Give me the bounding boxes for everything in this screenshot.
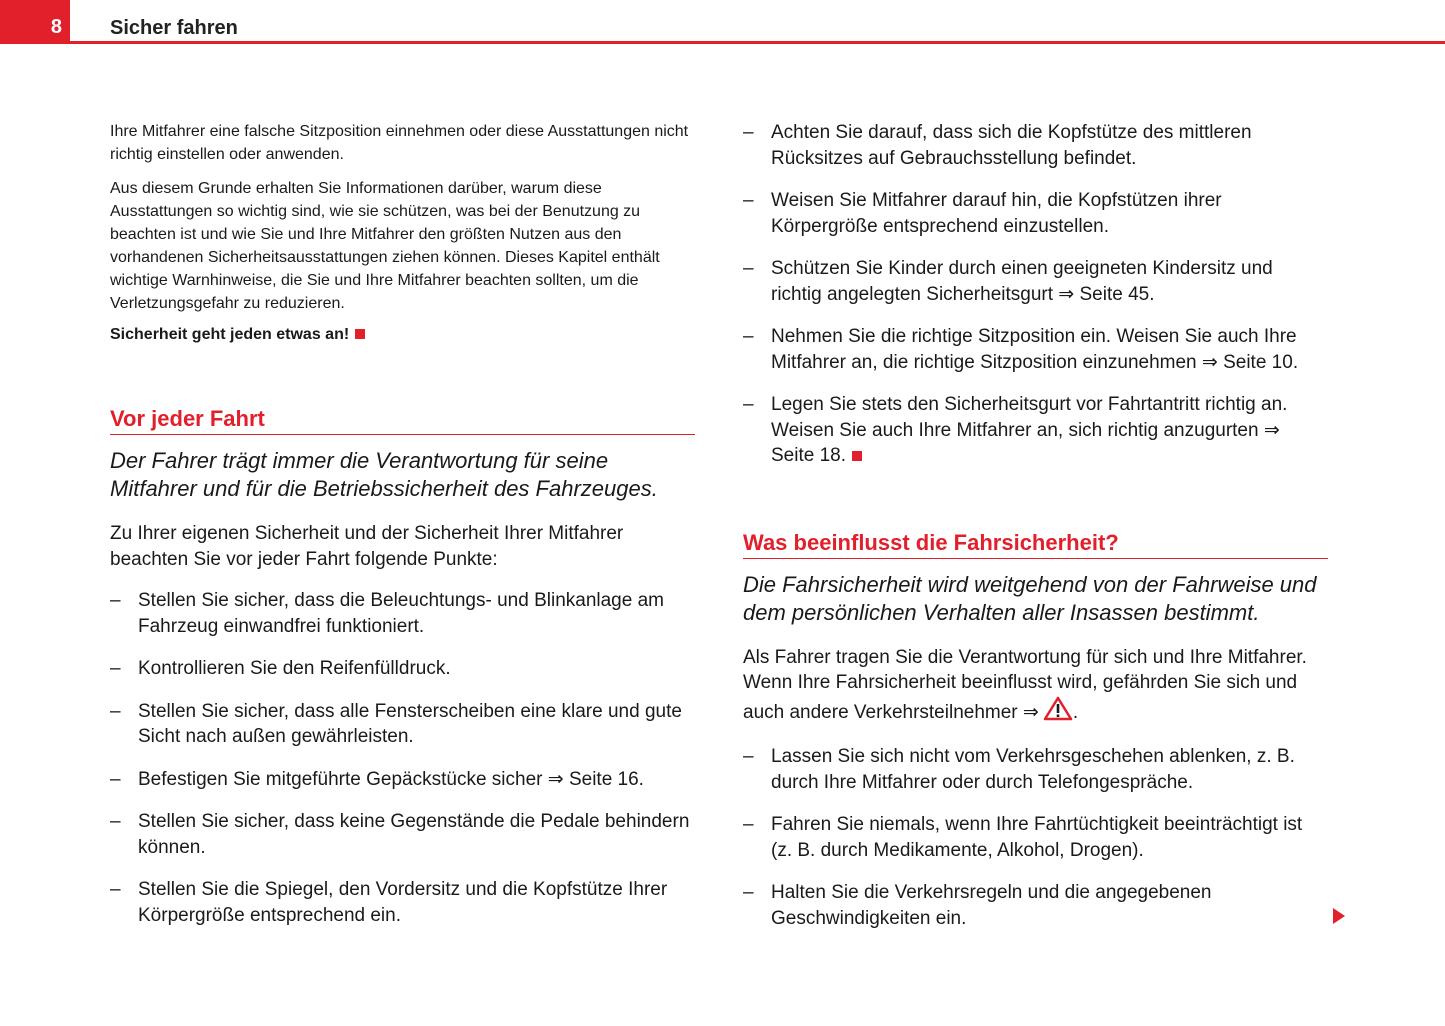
list-item: – Schützen Sie Kinder durch einen geeigneten Kindersitz und richtig angelegten Sicherheitsgurt ⇒ Seite 45.	[743, 258, 1273, 305]
chapter-title: Sicher fahren	[110, 17, 238, 39]
list-item: – Fahren Sie niemals, wenn Ihre Fahrtüchtigkeit beeinträchtigt ist (z. B. durch Medikamente, Alkohol, Drogen).	[743, 814, 1303, 861]
dash-bullet: –	[743, 814, 754, 835]
intro-paragraph: Ihre Mitfahrer eine falsche Sitzposition einnehmen oder diese Ausstattungen nicht richtig einstellen oder anwenden.	[110, 123, 689, 163]
safety-list	[743, 744, 1328, 931]
section-lead: Der Fahrer trägt immer die Verantwortung für seine Mitfahrer und für die Betriebssicherheit des Fahrzeuges.	[110, 448, 658, 501]
list-item: – Stellen Sie sicher, dass alle Fensterscheiben eine klare und gute Sicht nach außen gewährleisten.	[110, 700, 682, 747]
list-item: – Achten Sie darauf, dass sich die Kopfstütze des mittleren Rücksitzes auf Gebrauchsstellung befindet.	[743, 122, 1252, 169]
list-item: – Befestigen Sie mitgeführte Gepäckstücke sicher ⇒ Seite 16.	[110, 767, 695, 793]
dash-bullet: –	[110, 879, 121, 900]
dash-bullet: –	[743, 326, 754, 347]
right-column	[743, 120, 1328, 948]
list-item: – Kontrollieren Sie den Reifenfülldruck.	[110, 656, 695, 682]
list-item: – Halten Sie die Verkehrsregeln und die angegebenen Geschwindigkeiten ein.	[743, 882, 1212, 929]
dash-bullet: –	[743, 258, 754, 279]
dash-bullet: –	[110, 590, 121, 611]
end-mark-icon	[852, 451, 862, 461]
list-item: – Stellen Sie sicher, dass die Beleuchtungs- und Blinkanlage am Fahrzeug einwandfrei funktioniert.	[110, 590, 664, 637]
intro-paragraph: Aus diesem Grunde erhalten Sie Informationen darüber, warum diese Ausstattungen so wichtig sind, wie sie schützen, was bei der Benutzung zu beachten ist und wie Sie und Ihre Mitfahrer den größten Nutzen aus den vorhandenen Sicherheitsausstattungen ziehen können. Dieses Kapitel enthält wichtige Warnhinweise, die Sie und Ihre Mitfahrer beachten sollten, um die Verletzungsgefahr zu reduzieren.	[110, 180, 660, 312]
dash-bullet: –	[743, 190, 754, 211]
list-item: – Weisen Sie Mitfahrer darauf hin, die Kopfstützen ihrer Körpergröße entsprechend einzustellen.	[743, 190, 1222, 237]
end-mark-icon	[355, 329, 365, 339]
list-item: – Legen Sie stets den Sicherheitsgurt vor Fahrtantritt richtig an. Weisen Sie auch Ihre Mitfahrer an, sich richtig anzugurten ⇒ Seite 18.	[743, 394, 1288, 466]
section-body: Als Fahrer tragen Sie die Verantwortung für sich und Ihre Mitfahrer. Wenn Ihre Fahrsicherheit beeinflusst wird, gefährden Sie sich und auch andere Verkehrsteilnehmer ⇒ .	[743, 645, 1328, 729]
dash-bullet: –	[110, 658, 121, 679]
section-lead: Die Fahrsicherheit wird weitgehend von der Fahrweise und dem persönlichen Verhalten aller Insassen bestimmt.	[743, 571, 1317, 625]
dash-bullet: –	[743, 746, 754, 767]
list-item: – Stellen Sie die Spiegel, den Vordersitz und die Kopfstütze Ihrer Körpergröße entsprechend ein.	[110, 879, 668, 926]
bold-statement: Sicherheit geht jeden etwas an!	[110, 326, 695, 344]
next-page-arrow-icon[interactable]	[1333, 908, 1345, 924]
page-number: 8	[50, 16, 62, 38]
dash-bullet: –	[110, 700, 121, 722]
dash-bullet: –	[743, 122, 754, 143]
dash-bullet: –	[743, 394, 754, 415]
list-item: – Lassen Sie sich nicht vom Verkehrsgeschehen ablenken, z. B. durch Ihre Mitfahrer oder durch Telefongespräche.	[743, 746, 1295, 793]
section-title: Vor jeder Fahrt	[110, 406, 695, 435]
checklist	[110, 588, 695, 928]
dash-bullet: –	[110, 811, 121, 832]
section-title: Was beeinflusst die Fahrsicherheit?	[743, 530, 1328, 559]
header-rule	[70, 41, 1445, 44]
left-column	[110, 120, 695, 945]
list-item: – Nehmen Sie die richtige Sitzposition ein. Weisen Sie auch Ihre Mitfahrer an, die richtige Sitzposition einzunehmen ⇒ Seite 10.	[743, 326, 1299, 373]
checklist-continued	[743, 120, 1328, 469]
list-item: – Stellen Sie sicher, dass keine Gegenstände die Pedale behindern können.	[110, 811, 690, 858]
dash-bullet: –	[110, 768, 121, 790]
section-body: Zu Ihrer eigenen Sicherheit und der Sicherheit Ihrer Mitfahrer beachten Sie vor jeder Fahrt folgende Punkte:	[110, 523, 624, 570]
warning-triangle-icon[interactable]	[1043, 696, 1073, 729]
dash-bullet: –	[743, 882, 754, 903]
